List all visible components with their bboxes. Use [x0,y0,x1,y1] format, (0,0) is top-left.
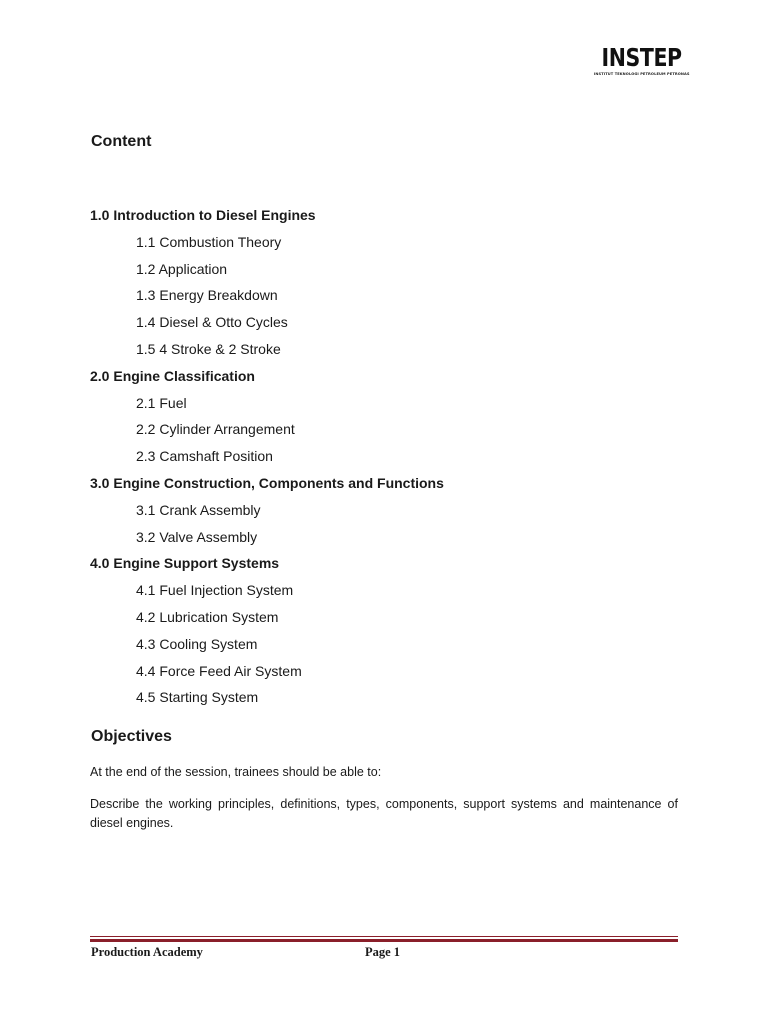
footer-academy-name: Production Academy [91,945,203,959]
content-heading: Content [91,133,152,150]
toc-item: 3.0 Engine Construction, Components and Functions [90,474,444,491]
toc-item: 1.5 4 Stroke & 2 Stroke [136,340,281,357]
objectives-description: Describe the working principles, definitions, types, components, support systems and maintenance of diesel engines. [90,797,678,830]
footer-page-number: Page 1 [365,945,401,959]
toc-item: 2.3 Camshaft Position [136,448,273,465]
objectives-heading: Objectives [91,728,172,745]
toc-item: 2.1 Fuel [136,394,187,411]
toc-item: 1.1 Combustion Theory [136,233,282,250]
toc-item: 4.3 Cooling System [136,635,258,652]
toc-item: 1.2 Application [136,260,228,277]
toc-item: 2.2 Cylinder Arrangement [136,421,295,438]
logo-wordmark: INSTEP [601,43,682,72]
footer-divider-thick [90,939,678,942]
toc-item: 4.2 Lubrication System [136,608,279,625]
objectives-intro: At the end of the session, trainees should be able to: [90,765,382,779]
instep-logo [594,43,690,77]
toc-item: 3.1 Crank Assembly [136,501,261,518]
table-of-contents [90,206,444,715]
toc-item: 4.1 Fuel Injection System [136,582,294,599]
toc-item: 1.3 Energy Breakdown [136,287,278,304]
toc-item: 1.0 Introduction to Diesel Engines [90,207,316,223]
toc-item: 4.0 Engine Support Systems [90,555,280,572]
toc-item: 4.5 Starting System [136,689,259,706]
toc-item: 1.4 Diesel & Otto Cycles [136,314,288,331]
toc-item: 2.0 Engine Classification [90,367,255,384]
toc-item: 3.2 Valve Assembly [136,528,258,545]
footer-divider-thin [90,936,678,937]
logo-subtitle: INSTITUT TEKNOLOGI PETROLEUM PETRONAS [594,72,690,76]
footer-divider [90,936,678,944]
toc-item: 4.4 Force Feed Air System [136,662,302,679]
